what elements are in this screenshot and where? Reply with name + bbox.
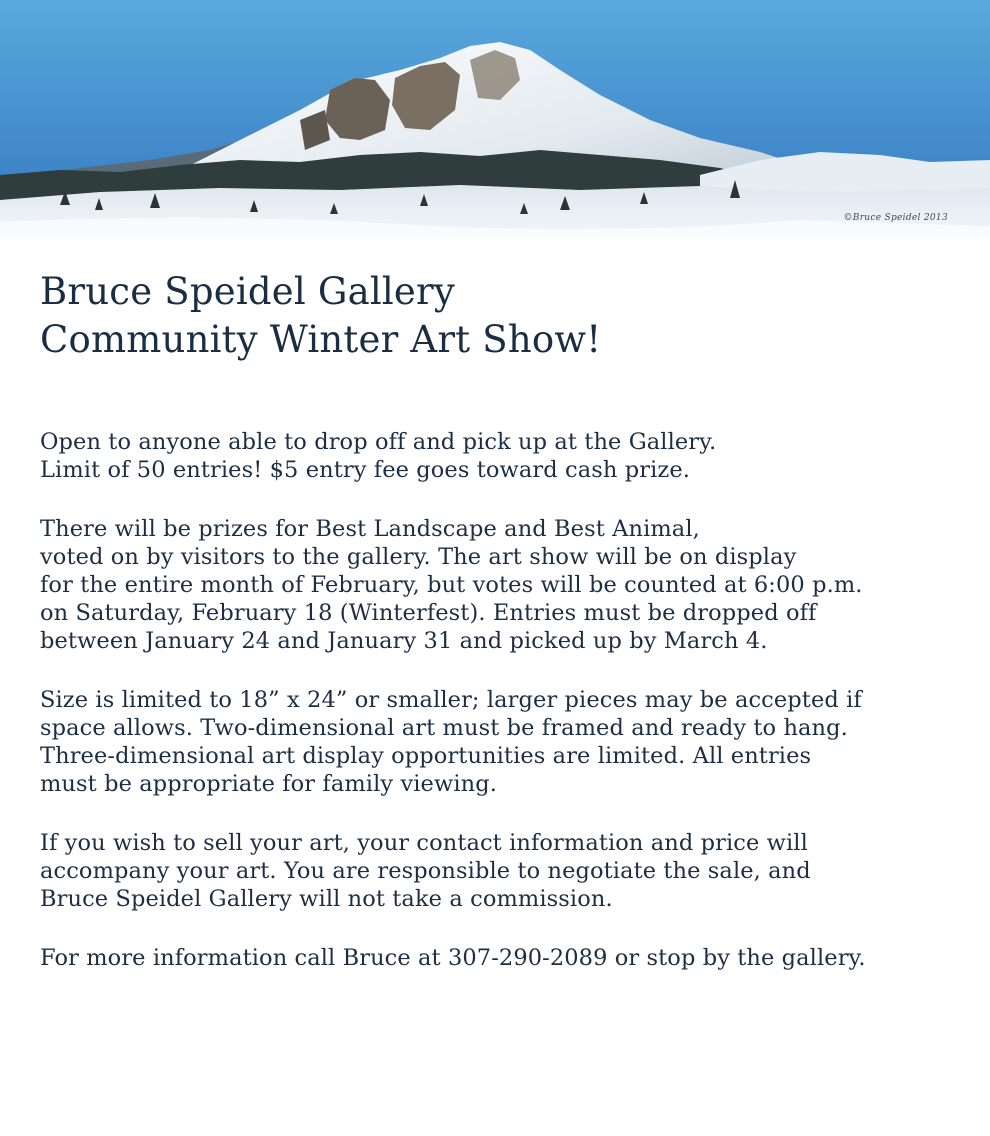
paragraph-prizes bbox=[40, 515, 970, 655]
flyer-content bbox=[40, 268, 970, 971]
artist-signature: ©Bruce Speidel 2013 bbox=[843, 213, 948, 223]
text-line: accompany your art. You are responsible to negotiate the sale, and bbox=[40, 858, 811, 884]
text-line: Three-dimensional art display opportunities are limited. All entries bbox=[40, 743, 812, 769]
text-line: between January 24 and January 31 and picked up by March 4. bbox=[40, 628, 768, 654]
paragraph-size-rules bbox=[40, 686, 970, 798]
text-line: Bruce Speidel Gallery will not take a commission. bbox=[40, 886, 613, 912]
text-line: There will be prizes for Best Landscape and Best Animal, bbox=[40, 516, 700, 542]
contact-line: For more information call Bruce at 307-290-2089 or stop by the gallery. bbox=[40, 945, 866, 971]
text-line: Open to anyone able to drop off and pick up at the Gallery. bbox=[40, 429, 717, 455]
text-line: for the entire month of February, but votes will be counted at 6:00 p.m. bbox=[40, 572, 863, 598]
paragraph-contact bbox=[40, 944, 970, 972]
mountain-landscape-icon bbox=[0, 0, 990, 240]
text-line: on Saturday, February 18 (Winterfest). Entries must be dropped off bbox=[40, 600, 817, 626]
text-line: voted on by visitors to the gallery. The art show will be on display bbox=[40, 544, 797, 570]
text-line: must be appropriate for family viewing. bbox=[40, 771, 497, 797]
title-gallery-name: Bruce Speidel Gallery bbox=[40, 270, 455, 313]
text-line: Limit of 50 entries! $5 entry fee goes toward cash prize. bbox=[40, 457, 691, 483]
mountain-banner-image bbox=[0, 0, 990, 240]
title-show-name: Community Winter Art Show! bbox=[40, 318, 602, 361]
paragraph-sales bbox=[40, 829, 970, 913]
paragraph-eligibility bbox=[40, 428, 970, 484]
text-line: Size is limited to 18” x 24” or smaller; larger pieces may be accepted if bbox=[40, 687, 862, 713]
flyer-body bbox=[40, 428, 970, 1003]
text-line: space allows. Two-dimensional art must be framed and ready to hang. bbox=[40, 715, 848, 741]
text-line: If you wish to sell your art, your contact information and price will bbox=[40, 830, 808, 856]
